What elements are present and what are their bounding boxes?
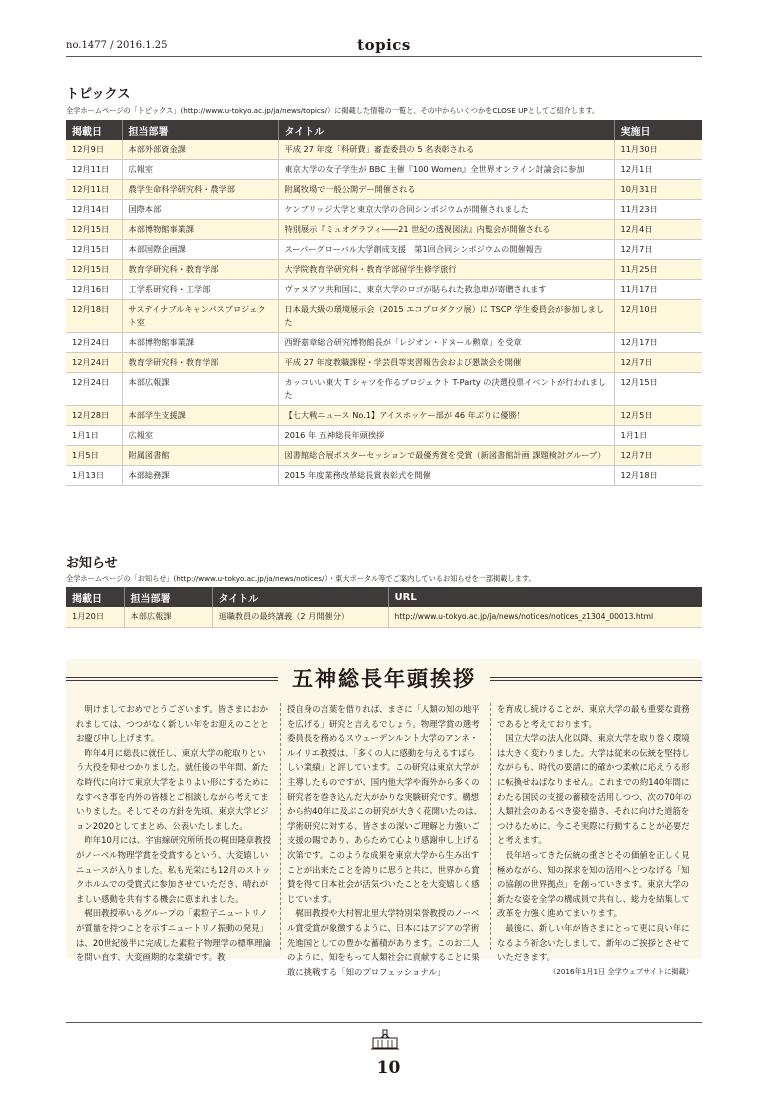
paragraph: 昨年10月には、宇宙線研究所所長の梶田隆章教授がノーベル物理学賞を受賞するという、大変嬉しいニュースが入りました。私も光栄にも12月のストックホルムでの受賞式に参加させていただき、晴れがましい感動を共有する機会に恵まれました。 — [76, 835, 271, 904]
paragraph: 昨年4月に総長に就任し、東京大学の舵取りという大役を仰せつかりました。就任後の半年間、新たな時代に向けて東京大学をよりよい形にするためになすべき事を内外の皆様とご相談しながら考えてまいりました。そしてその方針を先頃、東京大学ビジョン2020としてまとめ、公表いたしました。 — [76, 747, 269, 831]
page-number: 10 — [376, 1058, 401, 1078]
topics-header-row — [66, 120, 702, 140]
notice-title[interactable]: 退職教員の最終講義（2 月開催分） — [212, 607, 388, 628]
table-row — [66, 160, 702, 180]
table-row — [66, 300, 702, 333]
topic-dept: 本部博物館事業課 — [122, 333, 278, 353]
table-row — [66, 200, 702, 220]
paragraph: 授自身の言葉を借りれば、まさに「人類の知の地平を広げる」研究と言えるでしょう。物理学賞の選考委員長を務めるスウェーデンルント大学のアンネ・ルイリエ教授は、「多くの人に感動を与えるすばらしい業績」と評しています。この研究は東京大学が主導したものですが、国内他大学や海外から多くの研究者を巻き込んだ大がかりな実験研究です。構想から約40年に及ぶこの研究が大きく花開いたのは、学術研究に対する、皆さまの深いご理解と力強いご支援の賜であり、あらためて心より感謝申し上げる次第です。このような成果を東京大学から生み出すことが出来たことを誇りに思うと共に、世界から賞賛を得て日本社会が活気づいたことを大変嬉しく感じています。 — [287, 704, 482, 904]
col-title-header: タイトル — [212, 587, 388, 607]
table-row — [66, 446, 702, 466]
article-column-3 — [497, 702, 693, 979]
topic-date: 12月24日 — [66, 373, 122, 406]
table-row — [66, 240, 702, 260]
topics-table — [66, 120, 702, 486]
table-row — [66, 607, 702, 628]
topic-title[interactable]: スーパーグローバル大学創成支援 第1回合同シンポジウムの開催報告 — [278, 240, 614, 260]
paragraph: 国立大学の法人化以降、東京大学を取り巻く環境は大きく変わりました。大学は従来の伝統を堅持しながらも、時代の要請に的確かつ柔軟に応えうる形に転換せねばなりません。これまでの約140年間にわたる国民の支援の蓄積を活用しつつ、次の70年の人類社会のあるべき姿を描き、それに向けた道筋をつけるために、今こそ実際に行動することが必要だと考えます。 — [497, 733, 692, 846]
topic-date: 12月15日 — [66, 220, 122, 240]
table-row — [66, 140, 702, 160]
topic-dept: 本部総務課 — [122, 466, 278, 486]
topic-title[interactable]: 平成 27 年度教職課程・学芸員等実習報告会および懇談会を開催 — [278, 353, 614, 373]
table-row — [66, 280, 702, 300]
topic-date: 12月11日 — [66, 180, 122, 200]
topic-held-date: 12月15日 — [614, 373, 702, 406]
table-row — [66, 180, 702, 200]
topic-date: 12月16日 — [66, 280, 122, 300]
notices-table — [66, 587, 702, 628]
topic-date: 12月28日 — [66, 406, 122, 426]
topic-date: 12月15日 — [66, 260, 122, 280]
table-row — [66, 426, 702, 446]
topic-held-date: 12月1日 — [614, 160, 702, 180]
topic-held-date: 10月31日 — [614, 180, 702, 200]
paragraph: 梶田教授率いるグループの「素粒子ニュートリノが質量を持つことを示すニュートリノ振動の発見」は、20世紀後半に完成した素粒子物理学の標準理論を問い直す、大変画期的な業績です。教 — [76, 908, 271, 963]
topic-date: 1月13日 — [66, 466, 122, 486]
topics-heading: トピックス — [66, 87, 131, 102]
topic-title[interactable]: 2016 年 五神総長年頭挨拶 — [278, 426, 614, 446]
paragraph: 明けましておめでとうございます。皆さまにおかれましては、つつがなく新しい年をお迎えのことと お慶び申し上げます。 — [76, 704, 269, 744]
topic-title[interactable]: カッコいい東大 T シャツを作るプロジェクト T-Party の決選投票イベントが行われました — [278, 373, 614, 406]
topic-title[interactable]: 大学院教育学研究科・教育学部留学生修学旅行 — [278, 260, 614, 280]
new-year-message — [66, 659, 702, 977]
col-date-header: 掲載日 — [66, 120, 122, 140]
col-title-header: タイトル — [278, 120, 614, 140]
paragraph: を育成し続けることが、東京大学の最も重要な責務であると考えております。 — [497, 704, 690, 729]
notices-description: 全学ホームページの「お知らせ」(http://www.u-tokyo.ac.jp/ja/news/notices/）・東大ポータル等でご案内しているお知らせを一部掲載します。 — [66, 574, 536, 583]
table-row — [66, 220, 702, 240]
footer-rule — [66, 1022, 702, 1023]
topic-title[interactable]: 特別展示『ミュオグラフィ――21 世紀の透視図法』内覧会が開催される — [278, 220, 614, 240]
topic-date: 12月24日 — [66, 353, 122, 373]
topic-held-date: 12月17日 — [614, 333, 702, 353]
topic-title[interactable]: 2015 年度業務改革総長賞表彰式を開催 — [278, 466, 614, 486]
topic-held-date: 12月10日 — [614, 300, 702, 333]
col-held-header: 実施日 — [614, 120, 702, 140]
table-row — [66, 333, 702, 353]
notices-header-row — [66, 587, 702, 607]
topic-held-date: 11月17日 — [614, 280, 702, 300]
topic-dept: 本部学生支援課 — [122, 406, 278, 426]
table-row — [66, 353, 702, 373]
topic-dept: 工学系研究科・工学部 — [122, 280, 278, 300]
topic-held-date: 12月7日 — [614, 446, 702, 466]
article-column-2 — [287, 702, 483, 979]
topic-date: 12月9日 — [66, 140, 122, 160]
col-dept-header: 担当部署 — [124, 587, 212, 607]
issue-number: no.1477 / 2016.1.25 — [66, 40, 168, 51]
topic-title[interactable]: 東京大学の女子学生が BBC 主催『100 Women』全世界オンライン討論会に参加 — [278, 160, 614, 180]
topic-title[interactable]: 西野嘉章総合研究博物館長が「レジオン・ドヌール勲章」を受章 — [278, 333, 614, 353]
topic-date: 1月1日 — [66, 426, 122, 446]
topic-held-date: 12月18日 — [614, 466, 702, 486]
table-row — [66, 466, 702, 486]
header-rule — [66, 56, 702, 57]
publication-note: （2016年1月1日 全学ウェブサイトに掲載） — [549, 966, 693, 976]
topic-title[interactable]: 日本最大級の環境展示会（2015 エコプロダクツ展）に TSCP 学生委員会が参加しました — [278, 300, 614, 333]
paragraph: 梶田教授や大村智北里大学特別栄誉教授のノーベル賞受賞が象徴するように、日本にはアジアの学術先進国としての豊かな蓄積があります。このお二人のように、知をもって人類社会に貢献することに果敢に挑戦する「知のプロフェッショナル」 — [287, 908, 480, 977]
topic-dept: 農学生命科学研究科・農学部 — [122, 180, 278, 200]
column-divider — [490, 703, 491, 950]
topic-held-date: 12月4日 — [614, 220, 702, 240]
topic-held-date: 1月1日 — [614, 426, 702, 446]
topic-dept: 国際本部 — [122, 200, 278, 220]
topic-dept: 広報室 — [122, 160, 278, 180]
article-title-bar — [66, 663, 702, 693]
article-column-1 — [76, 702, 272, 965]
topic-dept: 教育学研究科・教育学部 — [122, 260, 278, 280]
topic-held-date: 12月5日 — [614, 406, 702, 426]
header-title: topics — [357, 36, 411, 54]
topic-held-date: 11月30日 — [614, 140, 702, 160]
col-url-header: URL — [388, 587, 702, 607]
topic-title[interactable]: 平成 27 年度「科研費」審査委員の 5 名表彰される — [278, 140, 614, 160]
topic-held-date: 11月23日 — [614, 200, 702, 220]
topic-dept: 教育学研究科・教育学部 — [122, 353, 278, 373]
col-dept-header: 担当部署 — [122, 120, 278, 140]
article-title: 五神総長年頭挨拶 — [66, 663, 702, 693]
topic-date: 12月11日 — [66, 160, 122, 180]
notice-url[interactable]: http://www.u-tokyo.ac.jp/ja/news/notices/notices_z1304_00013.html — [388, 607, 702, 628]
topic-held-date: 12月7日 — [614, 240, 702, 260]
topic-date: 12月18日 — [66, 300, 122, 333]
topic-dept: 附属図書館 — [122, 446, 278, 466]
column-divider — [280, 703, 281, 950]
table-row — [66, 260, 702, 280]
topic-dept: 本部広報課 — [122, 373, 278, 406]
topic-date: 12月24日 — [66, 333, 122, 353]
table-row — [66, 373, 702, 406]
topic-title[interactable]: 附属牧場で一般公開デー開催される — [278, 180, 614, 200]
table-row — [66, 406, 702, 426]
page-header — [66, 36, 702, 58]
topic-title[interactable]: ヴァヌアツ共和国に、東京大学のロゴが貼られた救急車が寄贈されます — [278, 280, 614, 300]
notice-dept: 本部広報課 — [124, 607, 212, 628]
notices-heading: お知らせ — [66, 556, 118, 571]
topic-date: 1月5日 — [66, 446, 122, 466]
paragraph: 最後に、新しい年が皆さまにとって更に良い年になるよう祈念いたしまして、新年のご挨拶とさせていただきます。 — [497, 922, 690, 963]
topic-held-date: 12月7日 — [614, 353, 702, 373]
paragraph: 長年培ってきた伝統の重さとその価値を正しく見極めながら、知の探求を知の活用へとつなげる「知の協創の世界拠点」を創っていきます。東京大学の新たな姿を全学の構成員で共有し、総力を結集して改革を力強く進めてまいります。 — [497, 849, 690, 919]
topic-dept: サステイナブルキャンパスプロジェクト室 — [122, 300, 278, 333]
topics-description: 全学ホームページの「トピックス」(http://www.u-tokyo.ac.jp/ja/news/topics/）に掲載した情報の一覧と、その中からいくつかをCLOSE UPとしてご紹介します。 — [66, 106, 600, 115]
notice-date: 1月20日 — [66, 607, 124, 628]
topic-dept: 本部外部資金課 — [122, 140, 278, 160]
topic-dept: 広報室 — [122, 426, 278, 446]
topic-dept: 本部国際企画課 — [122, 240, 278, 260]
topic-date: 12月14日 — [66, 200, 122, 220]
yasuda-auditorium-icon — [370, 1028, 400, 1052]
topic-date: 12月15日 — [66, 240, 122, 260]
topic-held-date: 11月25日 — [614, 260, 702, 280]
topic-title[interactable]: ケンブリッジ大学と東京大学の合同シンポジウムが開催されました — [278, 200, 614, 220]
topic-title[interactable]: 図書館総合展ポスターセッションで最優秀賞を受賞（新図書館計画 課題検討グループ） — [278, 446, 614, 466]
topic-dept: 本部博物館事業課 — [122, 220, 278, 240]
col-date-header: 掲載日 — [66, 587, 124, 607]
topic-title[interactable]: 【七大戦ニュース No.1】アイスホッケー部が 46 年ぶりに優勝！ — [278, 406, 614, 426]
